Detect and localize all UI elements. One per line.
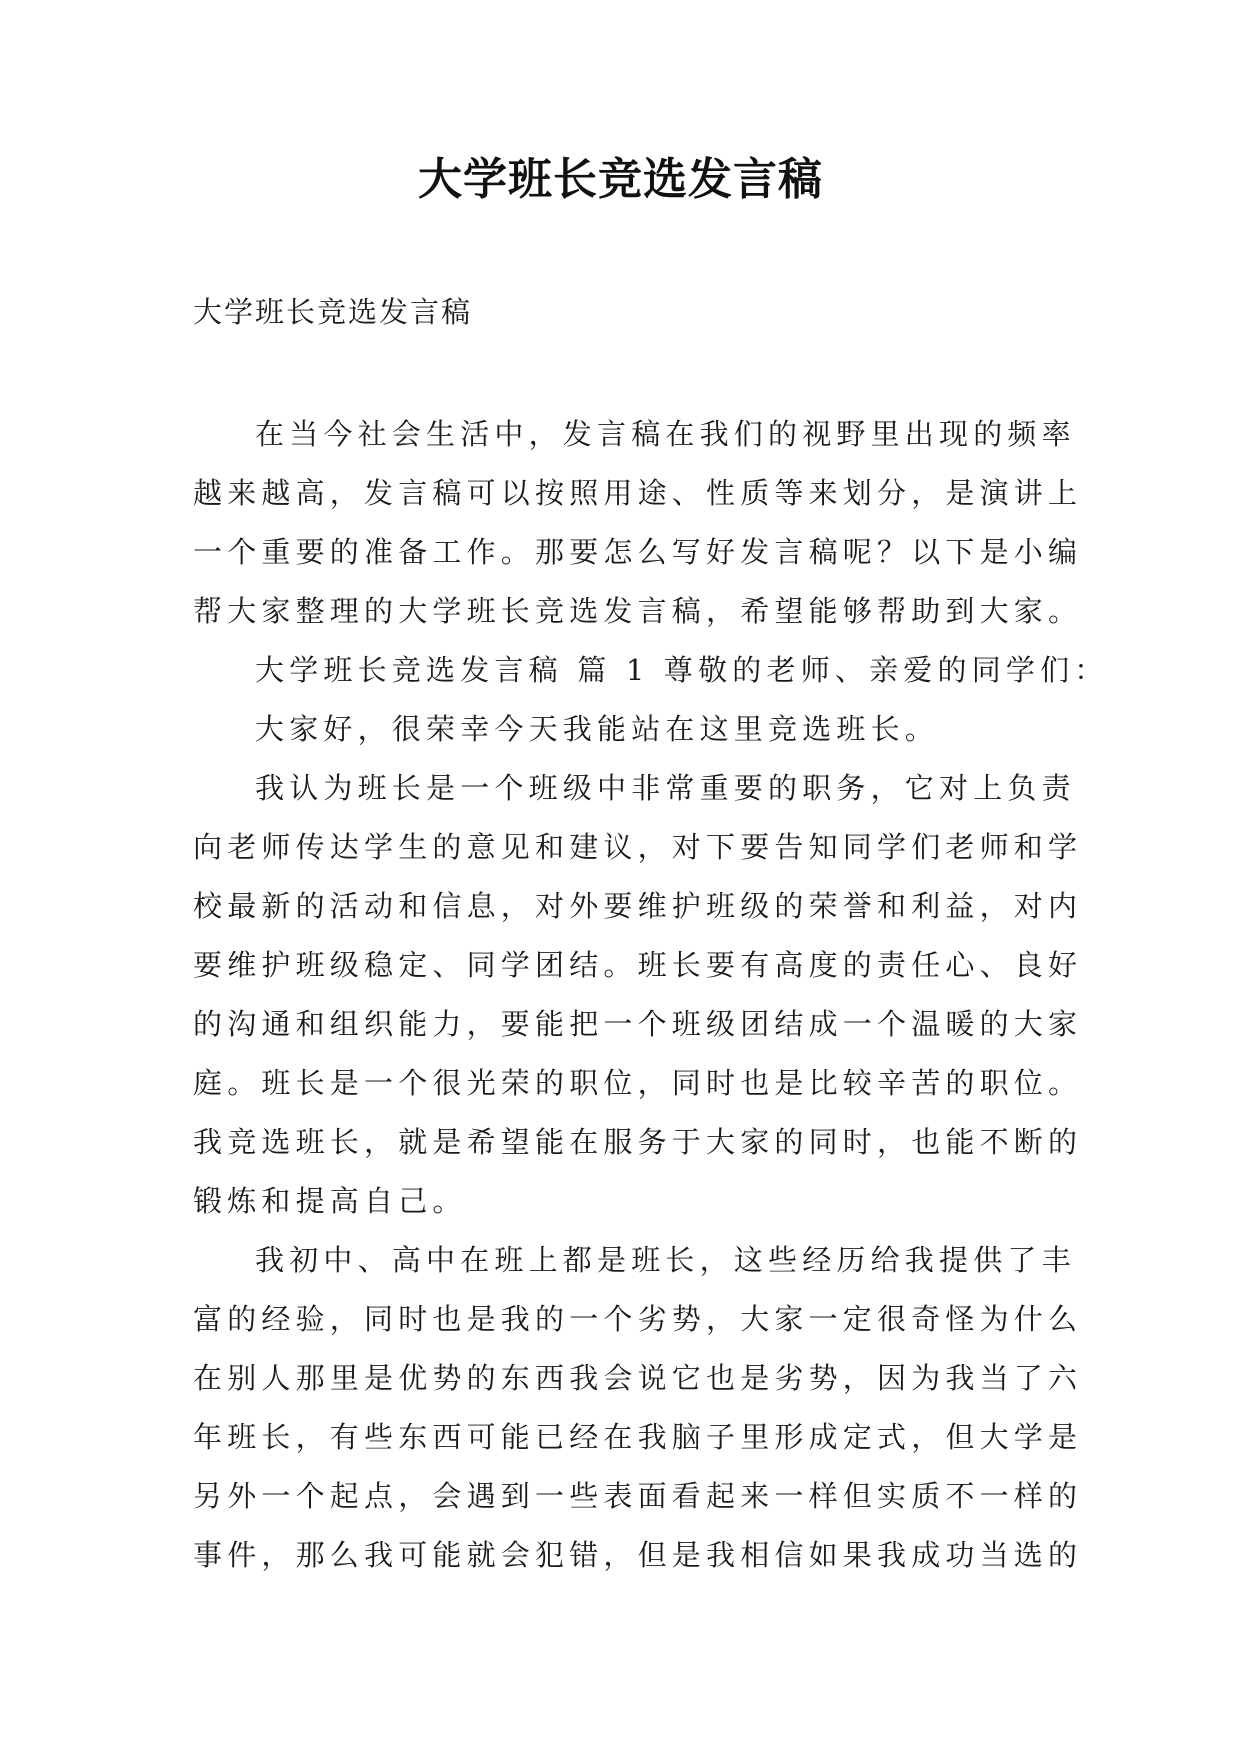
document-subtitle: 大学班长竞选发言稿 bbox=[193, 295, 473, 329]
text-line: 大学班长竞选发言稿 篇 1 尊敬的老师、亲爱的同学们： bbox=[255, 653, 1109, 687]
text-line: 校最新的活动和信息，对外要维护班级的荣誉和利益，对内 bbox=[193, 889, 1083, 923]
document-body bbox=[193, 405, 1109, 1585]
text-line: 一个重要的准备工作。那要怎么写好发言稿呢？以下是小编 bbox=[193, 535, 1083, 569]
text-line: 富的经验，同时也是我的一个劣势，大家一定很奇怪为什么 bbox=[193, 1302, 1083, 1336]
text-line: 我初中、高中在班上都是班长，这些经历给我提供了丰 bbox=[255, 1243, 1076, 1277]
text-line: 庭。班长是一个很光荣的职位，同时也是比较辛苦的职位。 bbox=[193, 1066, 1083, 1100]
text-line: 锻炼和提高自己。 bbox=[193, 1184, 467, 1218]
text-line: 帮大家整理的大学班长竞选发言稿，希望能够帮助到大家。 bbox=[193, 594, 1083, 628]
document-title: 大学班长竞选发言稿 bbox=[418, 154, 823, 205]
text-line: 的沟通和组织能力，要能把一个班级团结成一个温暖的大家 bbox=[193, 1007, 1083, 1041]
text-line: 越来越高，发言稿可以按照用途、性质等来划分，是演讲上 bbox=[193, 476, 1083, 510]
text-line: 事件，那么我可能就会犯错，但是我相信如果我成功当选的 bbox=[193, 1538, 1083, 1572]
text-line: 在当今社会生活中，发言稿在我们的视野里出现的频率 bbox=[255, 417, 1076, 451]
text-line: 我认为班长是一个班级中非常重要的职务，它对上负责 bbox=[255, 771, 1076, 805]
text-line: 另外一个起点，会遇到一些表面看起来一样但实质不一样的 bbox=[193, 1479, 1083, 1513]
text-line: 大家好，很荣幸今天我能站在这里竞选班长。 bbox=[255, 712, 940, 746]
text-line: 我竞选班长，就是希望能在服务于大家的同时，也能不断的 bbox=[193, 1125, 1083, 1159]
text-line: 要维护班级稳定、同学团结。班长要有高度的责任心、良好 bbox=[193, 948, 1083, 982]
text-line: 向老师传达学生的意见和建议，对下要告知同学们老师和学 bbox=[193, 830, 1083, 864]
text-line: 在别人那里是优势的东西我会说它也是劣势，因为我当了六 bbox=[193, 1361, 1083, 1395]
text-line: 年班长，有些东西可能已经在我脑子里形成定式，但大学是 bbox=[193, 1420, 1083, 1454]
